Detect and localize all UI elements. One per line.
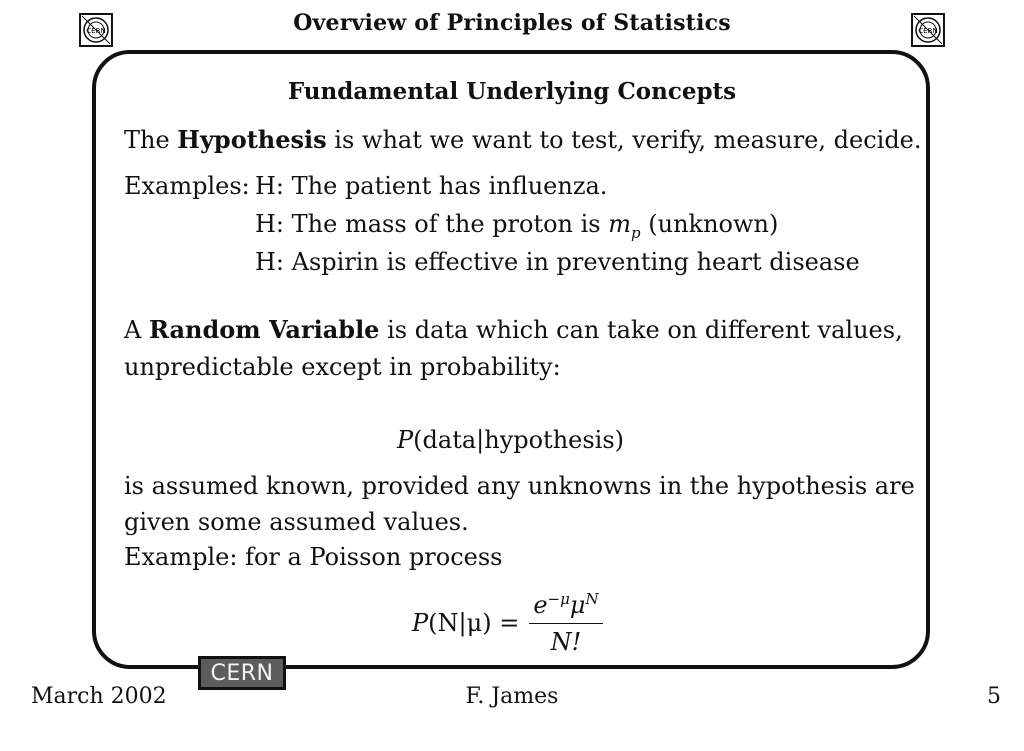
poisson-formula: P(N|μ) = $\frac{e^{-\mu}\mu^N}{N!}$	[412, 590, 603, 656]
assumed-line2: given some assumed values.	[124, 508, 469, 536]
random-variable-definition: A Random Variable is data which can take on different values,	[124, 315, 903, 344]
footer-date: March 2002	[31, 684, 167, 709]
page-number: 5	[987, 684, 1001, 709]
assumed-line1: is assumed known, provided any unknowns in the hypothesis are	[124, 472, 915, 500]
footer-author: F. James	[465, 684, 559, 709]
random-variable-line2: unpredictable except in probability:	[124, 353, 561, 381]
probability-expression: P(data|hypothesis)	[397, 426, 625, 454]
example-item: H: The patient has influenza.	[255, 172, 608, 200]
slide-title: Fundamental Underlying Concepts	[287, 78, 737, 105]
svg-text:CERN: CERN	[918, 27, 938, 35]
poisson-example: Example: for a Poisson process	[124, 543, 503, 571]
svg-text:CERN: CERN	[86, 27, 106, 35]
examples-label: Examples:	[124, 172, 250, 200]
example-item: H: The mass of the proton is $m_p$ (unknown)	[255, 210, 779, 242]
example-item: H: Aspirin is effective in preventing heart disease	[255, 248, 860, 276]
cern-footer-tab: CERN	[198, 656, 286, 690]
hypothesis-definition: The Hypothesis is what we want to test, verify, measure, decide.	[124, 125, 922, 154]
page-title: Overview of Principles of Statistics	[293, 10, 731, 36]
cern-logo-icon	[911, 13, 945, 47]
